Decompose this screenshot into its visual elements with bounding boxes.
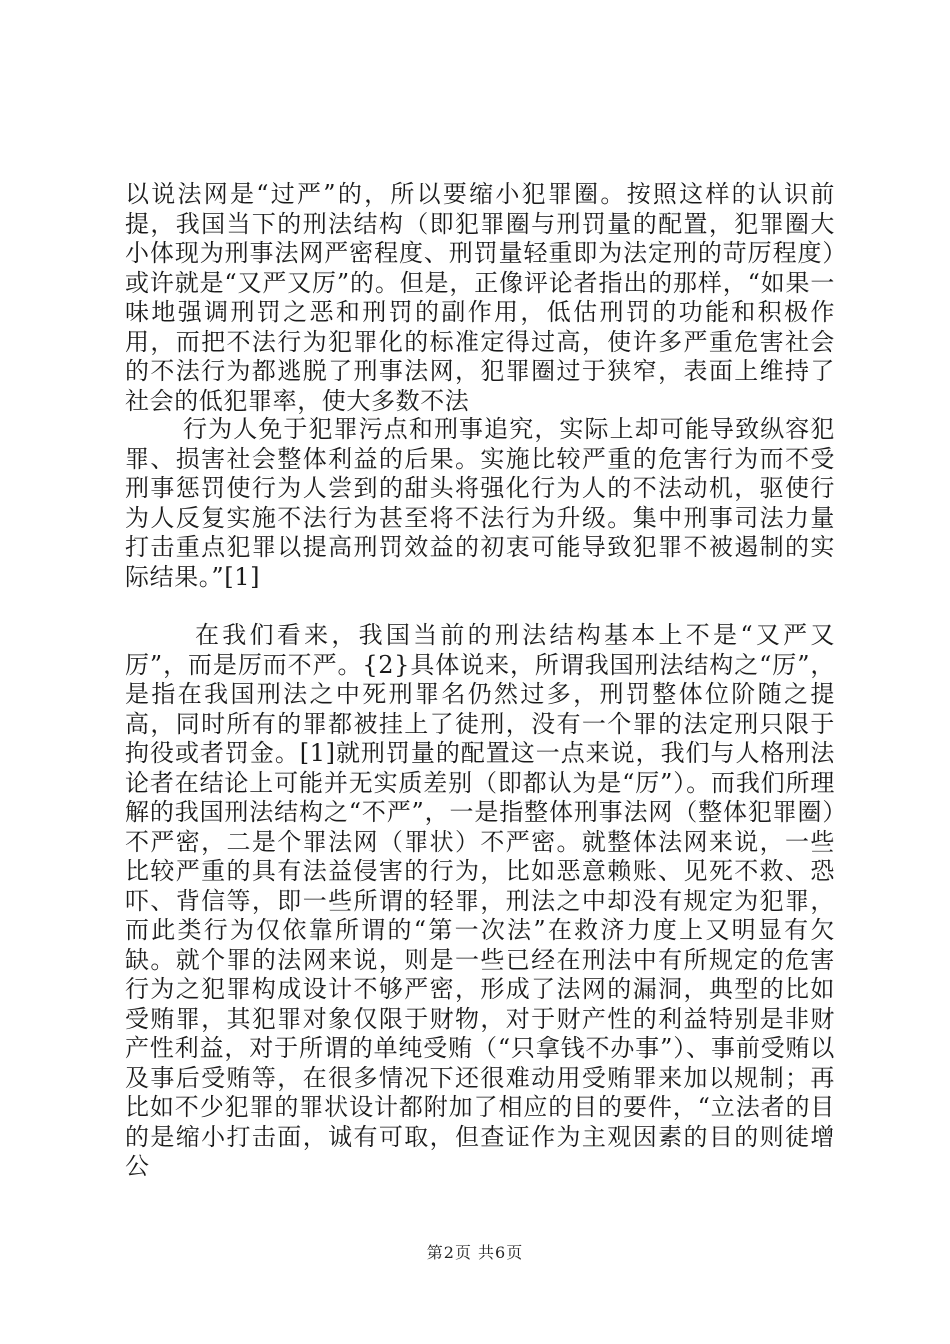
paragraph-2: 行为人免于犯罪污点和刑事追究，实际上却可能导致纵容犯罪、损害社会整体利益的后果。实施比较严重的危害行为而不受刑事惩罚使行为人尝到的甜头将强化行为人的不法动机，驱使行为人反复实施不法行为甚至将不法行为升级。集中刑事司法力量打击重点犯罪以提高刑罚效益的初衷可能导致犯罪不被遏制的实际结果。”[1] — [125, 415, 835, 591]
paragraph-1: 以说法网是“过严”的，所以要缩小犯罪圈。按照这样的认识前提，我国当下的刑法结构（即犯罪圈与刑罚量的配置，犯罪圈大小体现为刑事法网严密程度、刑罚量轻重即为法定刑的苛厉程度）或许就是“又严又厉”的。但是，正像评论者指出的那样，“如果一味地强调刑罚之恶和刑罚的副作用，低估刑罚的功能和积极作用，而把不法行为犯罪化的标准定得过高，使许多严重危害社会的不法行为都逃脱了刑事法网，犯罪圈过于狭窄，表面上维持了社会的低犯罪率，使大多数不法 — [125, 180, 835, 415]
document-body — [125, 180, 835, 1182]
paragraph-3: 在我们看来，我国当前的刑法结构基本上不是“又严又厉”，而是厉而不严。{2}具体说来，所谓我国刑法结构之“厉”，是指在我国刑法之中死刑罪名仍然过多，刑罚整体位阶随之提高，同时所有的罪都被挂上了徒刑，没有一个罪的法定刑只限于拘役或者罚金。[1]就刑罚量的配置这一点来说，我们与人格刑法论者在结论上可能并无实质差别（即都认为是“厉”）。而我们所理解的我国刑法结构之“不严”，一是指整体刑事法网（整体犯罪圈）不严密，二是个罪法网（罪状）不严密。就整体法网来说，一些比较严重的具有法益侵害的行为，比如恶意赖账、见死不救、恐吓、背信等，即一些所谓的轻罪，刑法之中却没有规定为犯罪，而此类行为仅依靠所谓的“第一次法”在救济力度上又明显有欠缺。就个罪的法网来说，则是一些已经在刑法中有所规定的危害行为之犯罪构成设计不够严密，形成了法网的漏洞，典型的比如受贿罪，其犯罪对象仅限于财物，对于财产性的利益特别是非财产性利益，对于所谓的单纯受贿（“只拿钱不办事”）、事前受贿以及事后受贿等，在很多情况下还很难动用受贿罪来加以规制；再比如不少犯罪的罪状设计都附加了相应的目的要件，“立法者的目的是缩小打击面，诚有可取，但查证作为主观因素的目的则徒增公 — [125, 621, 835, 1180]
page-number-footer: 第2页 共6页 — [426, 1243, 524, 1262]
